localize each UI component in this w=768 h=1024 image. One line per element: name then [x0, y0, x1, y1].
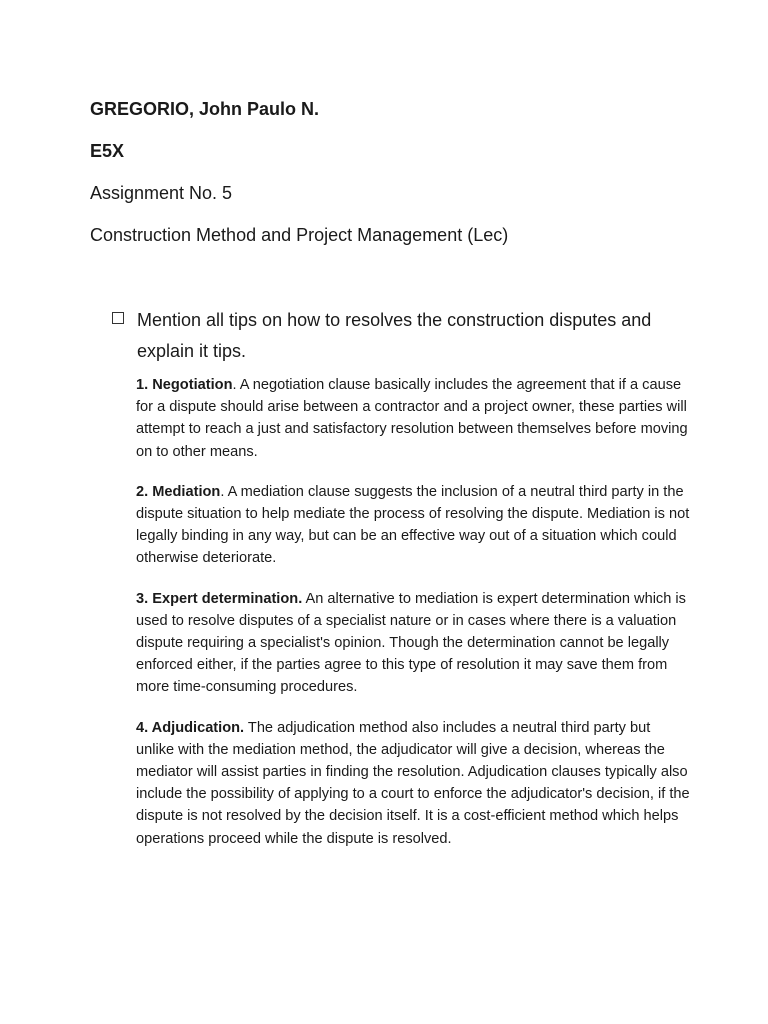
item-term: 4. Adjudication.	[136, 719, 245, 736]
course-title: Construction Method and Project Management (Lec)	[90, 225, 509, 245]
student-name: GREGORIO, John Paulo N.	[90, 99, 320, 119]
section-code: E5X	[90, 141, 125, 161]
list-item	[136, 588, 691, 699]
item-body: An alternative to mediation is expert determination which is used to resolve disputes of a specialist nature or in cases where there is a valuation dispute requiring a specialist's opinion. Though the determination cannot be legally enforced either, if the parties agree to this type of resolution it may save them from more time-consuming procedures.	[136, 590, 686, 696]
checkbox-icon	[112, 312, 124, 324]
list-item	[136, 374, 691, 463]
item-term-separator: .	[220, 483, 225, 500]
item-term-separator: .	[232, 377, 237, 393]
item-body: A mediation clause suggests the inclusion of a neutral third party in the dispute situation to help mediate the process of resolving the dispute. Mediation is not legally binding in any way, but can be an effective way out of a situation which could otherwise deteriorate.	[136, 483, 690, 567]
list-item	[136, 717, 691, 850]
list-item	[136, 481, 691, 570]
item-term: 1. Negotiation	[136, 377, 233, 393]
question-bullet	[112, 305, 692, 367]
item-body: The adjudication method also includes a neutral third party but unlike with the mediation method, the adjudicator will give a decision, whereas the mediator will assist parties in finding the resolution. Adjudication clauses typically also include the possibility of applying to a court to enforce the adjudicator's decision, if the dispute is not resolved by the decision itself. It is a cost-efficient method which helps operations proceed while the dispute is resolved.	[136, 719, 690, 847]
item-body: A negotiation clause basically includes the agreement that if a cause for a dispute should arise between a contractor and a project owner, these parties will attempt to reach a just and satisfactory resolution between themselves before moving on to other means.	[136, 377, 688, 460]
item-term: 2. Mediation	[136, 483, 221, 500]
answer-list	[136, 374, 691, 868]
assignment-number: Assignment No. 5	[90, 183, 233, 203]
item-term: 3. Expert determination.	[136, 590, 303, 607]
question-text: Mention all tips on how to resolves the construction disputes and explain it tips.	[137, 310, 652, 361]
